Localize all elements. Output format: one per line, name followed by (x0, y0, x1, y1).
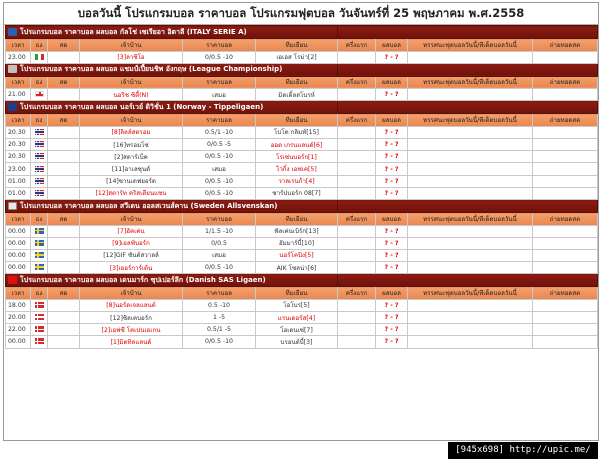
flag-cell (31, 151, 48, 163)
home-team[interactable]: [12]ซิลเคบอร์ก (80, 311, 183, 323)
live-cell[interactable] (48, 187, 80, 199)
live-cell[interactable] (48, 237, 80, 249)
analysis-cell[interactable] (408, 262, 533, 274)
column-header: ถ่ายทอดสด (533, 213, 598, 226)
live-broadcast-cell[interactable] (533, 163, 598, 175)
live-cell[interactable] (48, 262, 80, 274)
home-team[interactable]: [12]สตาร์ท คริสเตียนแซน (80, 187, 183, 199)
odds: 0/0.5 -10 (183, 336, 256, 348)
home-team[interactable]: [8]ลิลล์สตรอม (80, 126, 183, 138)
kickoff-time: 20.00 (6, 311, 31, 323)
analysis-cell[interactable] (408, 299, 533, 311)
sweden-flag-icon (35, 228, 44, 234)
half-time-score (338, 324, 376, 336)
column-header: ผลบอล (376, 39, 408, 52)
full-time-score: ? - ? (376, 249, 408, 261)
denmark-flag-icon (35, 302, 44, 308)
match-row[interactable] (6, 175, 598, 187)
home-team[interactable]: [16]ทรอมโซ่ (80, 139, 183, 151)
odds: 0.5/1 -5 (183, 324, 256, 336)
column-header: ราคาบอล (183, 114, 256, 127)
live-broadcast-cell[interactable] (533, 324, 598, 336)
league-title (6, 200, 338, 213)
league-title-text: โปรแกรมบอล ราคาบอล ผลบอล สวีเดน ออลสเวนส์คาน (Sweden Allsvenskan) (20, 201, 278, 210)
full-time-score: ? - ? (376, 151, 408, 163)
live-broadcast-cell[interactable] (533, 89, 598, 101)
kickoff-time: 00.00 (6, 225, 31, 237)
away-team[interactable]: มิดเดิ้ลสโบรห์ (256, 89, 338, 101)
column-header: ธง (31, 213, 48, 226)
column-header-row (6, 39, 598, 52)
full-time-score: ? - ? (376, 336, 408, 348)
analysis-cell[interactable] (408, 336, 533, 348)
analysis-cell[interactable] (408, 126, 533, 138)
live-cell[interactable] (48, 336, 80, 348)
analysis-cell[interactable] (408, 225, 533, 237)
column-header: ราคาบอล (183, 287, 256, 300)
column-header: ราคาบอล (183, 76, 256, 89)
away-team[interactable]: แรนเดอร์ส[4] (256, 311, 338, 323)
half-time-score (338, 187, 376, 199)
flag-cell (31, 311, 48, 323)
column-header: ทีมเยือน (256, 39, 338, 52)
odds: 0/0.5 (183, 237, 256, 249)
column-header: เวลา (6, 287, 31, 300)
kickoff-time: 21.00 (6, 89, 31, 101)
odds: เสมอ (183, 249, 256, 261)
half-time-score (338, 163, 376, 175)
norway-flag-icon (35, 153, 44, 159)
home-team[interactable]: [3]ลาซิโอ (80, 51, 183, 63)
half-time-score (338, 175, 376, 187)
column-header: ผลบอล (376, 213, 408, 226)
column-header: ถ่ายทอดสด (533, 76, 598, 89)
home-team[interactable]: [7]ฮัคเค่น (80, 225, 183, 237)
analysis-cell[interactable] (408, 311, 533, 323)
column-header: เวลา (6, 76, 31, 89)
danish-superliga-logo-icon (8, 276, 17, 284)
match-row[interactable] (6, 126, 598, 138)
away-team[interactable]: โอเดนเซ่[7] (256, 324, 338, 336)
half-time-score (338, 249, 376, 261)
column-header: ทีมเยือน (256, 213, 338, 226)
flag-cell (31, 262, 48, 274)
league-title-text: โปรแกรมบอล ราคาบอล ผลบอล กัลโช่ เซเรียอา อิตาลี (ITALY SERIE A) (20, 27, 247, 36)
column-header: ครึ่งแรก (338, 39, 376, 52)
live-broadcast-cell[interactable] (533, 126, 598, 138)
home-team[interactable]: [11]อาเลซุนด์ (80, 163, 183, 175)
column-header: เจ้าบ้าน (80, 287, 183, 300)
live-cell[interactable] (48, 311, 80, 323)
live-broadcast-cell[interactable] (533, 151, 598, 163)
live-broadcast-cell[interactable] (533, 225, 598, 237)
away-team[interactable]: นอร์โคปิง[5] (256, 249, 338, 261)
flag-cell (31, 187, 48, 199)
column-header: สด (48, 114, 80, 127)
league-title (6, 63, 338, 76)
away-team[interactable]: ฮัมมาร์บี้[10] (256, 237, 338, 249)
league-header-row (6, 200, 598, 213)
analysis-cell[interactable] (408, 163, 533, 175)
allsvenskan-logo-icon (8, 202, 17, 210)
column-header: ครึ่งแรก (338, 213, 376, 226)
away-team[interactable]: โอโบร[5] (256, 299, 338, 311)
analysis-cell[interactable] (408, 249, 533, 261)
column-header: ครึ่งแรก (338, 287, 376, 300)
match-row[interactable] (6, 262, 598, 274)
half-time-score (338, 262, 376, 274)
league-title-text: โปรแกรมบอล ราคาบอล ผลบอล นอร์เวย์ ดิวิชั่น 1 (Norway - Tippeligaen) (20, 102, 264, 111)
live-broadcast-cell[interactable] (533, 139, 598, 151)
odds: 1/1.5 -10 (183, 225, 256, 237)
live-broadcast-cell[interactable] (533, 262, 598, 274)
match-row[interactable] (6, 311, 598, 323)
live-broadcast-cell[interactable] (533, 299, 598, 311)
home-team[interactable]: [3]เยอร์การ์เด้น (80, 262, 183, 274)
full-time-score: ? - ? (376, 187, 408, 199)
half-time-score (338, 89, 376, 101)
odds: 0/0.5 -10 (183, 262, 256, 274)
image-host-footer: [945x698] http://upic.me/ (448, 442, 598, 459)
column-header: เวลา (6, 39, 31, 52)
full-time-score: ? - ? (376, 225, 408, 237)
away-team[interactable]: ซาร์ปบอร์ก 08[7] (256, 187, 338, 199)
league-header-filler (338, 274, 598, 287)
column-header: สด (48, 287, 80, 300)
norway-flag-icon (35, 141, 44, 147)
flag-cell (31, 175, 48, 187)
column-header: เจ้าบ้าน (80, 39, 183, 52)
flag-cell (31, 163, 48, 175)
flag-cell (31, 249, 48, 261)
full-time-score: ? - ? (376, 51, 408, 63)
flag-cell (31, 324, 48, 336)
home-team[interactable]: [12]GIF ซันด์สวาลล์ (80, 249, 183, 261)
live-cell[interactable] (48, 175, 80, 187)
home-team[interactable]: [8]นอร์ดเจลแลนด์ (80, 299, 183, 311)
odds: 0/0.5 -5 (183, 139, 256, 151)
column-header: ทรรศนะฟุตบอลวันนี้/ทีเด็ดบอลวันนี้ (408, 39, 533, 52)
home-team[interactable]: นอริช ซิตี้(N) (80, 89, 183, 101)
column-header: ถ่ายทอดสด (533, 287, 598, 300)
full-time-score: ? - ? (376, 299, 408, 311)
full-time-score: ? - ? (376, 126, 408, 138)
column-header: ทรรศนะฟุตบอลวันนี้/ทีเด็ดบอลวันนี้ (408, 76, 533, 89)
column-header: ธง (31, 39, 48, 52)
england-flag-icon (35, 91, 44, 97)
live-broadcast-cell[interactable] (533, 249, 598, 261)
column-header: เวลา (6, 114, 31, 127)
column-header: สด (48, 213, 80, 226)
sweden-flag-icon (35, 264, 44, 270)
match-row[interactable] (6, 299, 598, 311)
league-header-row (6, 101, 598, 114)
match-row[interactable] (6, 151, 598, 163)
away-team[interactable]: โบโด กลิมท์[15] (256, 126, 338, 138)
column-header: ผลบอล (376, 76, 408, 89)
column-header-row (6, 114, 598, 127)
column-header: ราคาบอล (183, 213, 256, 226)
full-time-score: ? - ? (376, 89, 408, 101)
denmark-flag-icon (35, 338, 44, 344)
live-broadcast-cell[interactable] (533, 187, 598, 199)
column-header: ทีมเยือน (256, 76, 338, 89)
league-title (6, 101, 338, 114)
league-header-row (6, 63, 598, 76)
kickoff-time: 20.30 (6, 139, 31, 151)
live-broadcast-cell[interactable] (533, 237, 598, 249)
flag-cell (31, 225, 48, 237)
kickoff-time: 00.00 (6, 249, 31, 261)
column-header: ผลบอล (376, 287, 408, 300)
league-header-filler (338, 26, 598, 39)
half-time-score (338, 225, 376, 237)
flag-cell (31, 89, 48, 101)
league-title (6, 274, 338, 287)
tippeligaen-logo-icon (8, 103, 17, 111)
norway-flag-icon (35, 190, 44, 196)
match-row[interactable] (6, 187, 598, 199)
column-header: ครึ่งแรก (338, 114, 376, 127)
championship-logo-icon (8, 65, 17, 73)
match-row[interactable] (6, 89, 598, 101)
away-team[interactable]: ฟัลเค่นเบิร์ก[13] (256, 225, 338, 237)
league-header-row (6, 274, 598, 287)
denmark-flag-icon (35, 314, 44, 320)
full-time-score: ? - ? (376, 237, 408, 249)
league-header-row (6, 26, 598, 39)
flag-cell (31, 299, 48, 311)
half-time-score (338, 311, 376, 323)
italy-flag-icon (35, 54, 44, 60)
match-row[interactable] (6, 163, 598, 175)
live-broadcast-cell[interactable] (533, 51, 598, 63)
column-header: ทรรศนะฟุตบอลวันนี้/ทีเด็ดบอลวันนี้ (408, 213, 533, 226)
sweden-flag-icon (35, 252, 44, 258)
kickoff-time: 20.30 (6, 126, 31, 138)
match-row[interactable] (6, 225, 598, 237)
live-broadcast-cell[interactable] (533, 175, 598, 187)
match-row[interactable] (6, 51, 598, 63)
live-cell[interactable] (48, 299, 80, 311)
serie-a-logo-icon (8, 28, 17, 36)
home-team[interactable]: [2]เอฟซี โคเปนเฮเกน (80, 324, 183, 336)
half-time-score (338, 336, 376, 348)
league-title (6, 26, 338, 39)
odds: 0.5 -10 (183, 299, 256, 311)
kickoff-time: 00.00 (6, 336, 31, 348)
full-time-score: ? - ? (376, 163, 408, 175)
odds: เสมอ (183, 163, 256, 175)
fixtures-table (5, 25, 598, 349)
column-header-row (6, 287, 598, 300)
column-header: ผลบอล (376, 114, 408, 127)
live-cell[interactable] (48, 163, 80, 175)
analysis-cell[interactable] (408, 151, 533, 163)
odds: 0/0.5 -10 (183, 187, 256, 199)
kickoff-time: 00.00 (6, 237, 31, 249)
sweden-flag-icon (35, 240, 44, 246)
column-header: เวลา (6, 213, 31, 226)
analysis-cell[interactable] (408, 175, 533, 187)
analysis-cell[interactable] (408, 89, 533, 101)
column-header: ถ่ายทอดสด (533, 39, 598, 52)
live-cell[interactable] (48, 324, 80, 336)
column-header-row (6, 213, 598, 226)
full-time-score: ? - ? (376, 175, 408, 187)
match-row[interactable] (6, 237, 598, 249)
denmark-flag-icon (35, 326, 44, 332)
norway-flag-icon (35, 166, 44, 172)
live-broadcast-cell[interactable] (533, 311, 598, 323)
kickoff-time: 23.00 (6, 163, 31, 175)
kickoff-time: 23.00 (6, 51, 31, 63)
column-header: ทรรศนะฟุตบอลวันนี้/ทีเด็ดบอลวันนี้ (408, 114, 533, 127)
live-cell[interactable] (48, 151, 80, 163)
league-title-text: โปรแกรมบอล ราคาบอล ผลบอล เดนมาร์ก ซุปเปอร์ลีก (Danish SAS Ligaen) (20, 275, 266, 284)
match-row[interactable] (6, 249, 598, 261)
live-cell[interactable] (48, 225, 80, 237)
live-broadcast-cell[interactable] (533, 336, 598, 348)
match-row[interactable] (6, 324, 598, 336)
league-header-filler (338, 63, 598, 76)
half-time-score (338, 299, 376, 311)
column-header: ธง (31, 76, 48, 89)
kickoff-time: 00.00 (6, 262, 31, 274)
away-team[interactable]: โรเซ่นบอร์ก[1] (256, 151, 338, 163)
full-time-score: ? - ? (376, 311, 408, 323)
flag-cell (31, 139, 48, 151)
kickoff-time: 01.00 (6, 175, 31, 187)
analysis-cell[interactable] (408, 51, 533, 63)
match-row[interactable] (6, 336, 598, 348)
home-team[interactable]: [1]มิดทิลแลนด์ (80, 336, 183, 348)
odds: 0.5/1 -10 (183, 126, 256, 138)
live-cell[interactable] (48, 139, 80, 151)
full-time-score: ? - ? (376, 139, 408, 151)
column-header: สด (48, 76, 80, 89)
league-title-text: โปรแกรมบอล ราคาบอล ผลบอล แชมป์เปี้ยนชิพ อังกฤษ (League Championship) (20, 65, 283, 74)
column-header: ธง (31, 114, 48, 127)
league-header-filler (338, 101, 598, 114)
kickoff-time: 18.00 (6, 299, 31, 311)
full-time-score: ? - ? (376, 324, 408, 336)
norway-flag-icon (35, 129, 44, 135)
kickoff-time: 22.00 (6, 324, 31, 336)
half-time-score (338, 237, 376, 249)
column-header: ทีมเยือน (256, 287, 338, 300)
away-team[interactable]: บรอนด์บี้[3] (256, 336, 338, 348)
odds: 1 -5 (183, 311, 256, 323)
away-team[interactable]: ออด เกรนแลนด์[6] (256, 139, 338, 151)
column-header: เจ้าบ้าน (80, 114, 183, 127)
half-time-score (338, 126, 376, 138)
column-header-row (6, 76, 598, 89)
column-header: ทีมเยือน (256, 114, 338, 127)
away-team[interactable]: เอเอส โรม่า[2] (256, 51, 338, 63)
column-header: ธง (31, 287, 48, 300)
odds: เสมอ (183, 89, 256, 101)
match-row[interactable] (6, 139, 598, 151)
column-header: ทรรศนะฟุตบอลวันนี้/ทีเด็ดบอลวันนี้ (408, 287, 533, 300)
program-container (3, 2, 599, 441)
page-title: บอลวันนี้ โปรแกรมบอล ราคาบอล โปรแกรมฟุตบอล วันจันทร์ที่ 25 พฤษภาคม พ.ศ.2558 (4, 3, 598, 25)
flag-cell (31, 126, 48, 138)
flag-cell (31, 51, 48, 63)
full-time-score: ? - ? (376, 262, 408, 274)
kickoff-time: 20.30 (6, 151, 31, 163)
half-time-score (338, 151, 376, 163)
column-header: สด (48, 39, 80, 52)
analysis-cell[interactable] (408, 187, 533, 199)
column-header: เจ้าบ้าน (80, 76, 183, 89)
analysis-cell[interactable] (408, 139, 533, 151)
live-cell[interactable] (48, 51, 80, 63)
away-team[interactable]: วาลเรนก้า[4] (256, 175, 338, 187)
home-team[interactable]: [14]ซานเดฟยอร์ด (80, 175, 183, 187)
half-time-score (338, 51, 376, 63)
live-cell[interactable] (48, 126, 80, 138)
analysis-cell[interactable] (408, 237, 533, 249)
home-team[interactable]: [2]สตาร์เบ็ค (80, 151, 183, 163)
odds: 0/0.5 -10 (183, 175, 256, 187)
away-team[interactable]: ไวกิ้ง เอฟเค[5] (256, 163, 338, 175)
home-team[interactable]: [9]เอลฟ์บอร์ก (80, 237, 183, 249)
away-team[interactable]: AIK โซลน่า[6] (256, 262, 338, 274)
live-cell[interactable] (48, 89, 80, 101)
live-cell[interactable] (48, 249, 80, 261)
analysis-cell[interactable] (408, 324, 533, 336)
half-time-score (338, 139, 376, 151)
column-header: เจ้าบ้าน (80, 213, 183, 226)
league-header-filler (338, 200, 598, 213)
column-header: ครึ่งแรก (338, 76, 376, 89)
flag-cell (31, 237, 48, 249)
norway-flag-icon (35, 178, 44, 184)
odds: 0/0.5 -10 (183, 151, 256, 163)
column-header: ราคาบอล (183, 39, 256, 52)
kickoff-time: 01.00 (6, 187, 31, 199)
flag-cell (31, 336, 48, 348)
odds: 0/0.5 -10 (183, 51, 256, 63)
column-header: ถ่ายทอดสด (533, 114, 598, 127)
